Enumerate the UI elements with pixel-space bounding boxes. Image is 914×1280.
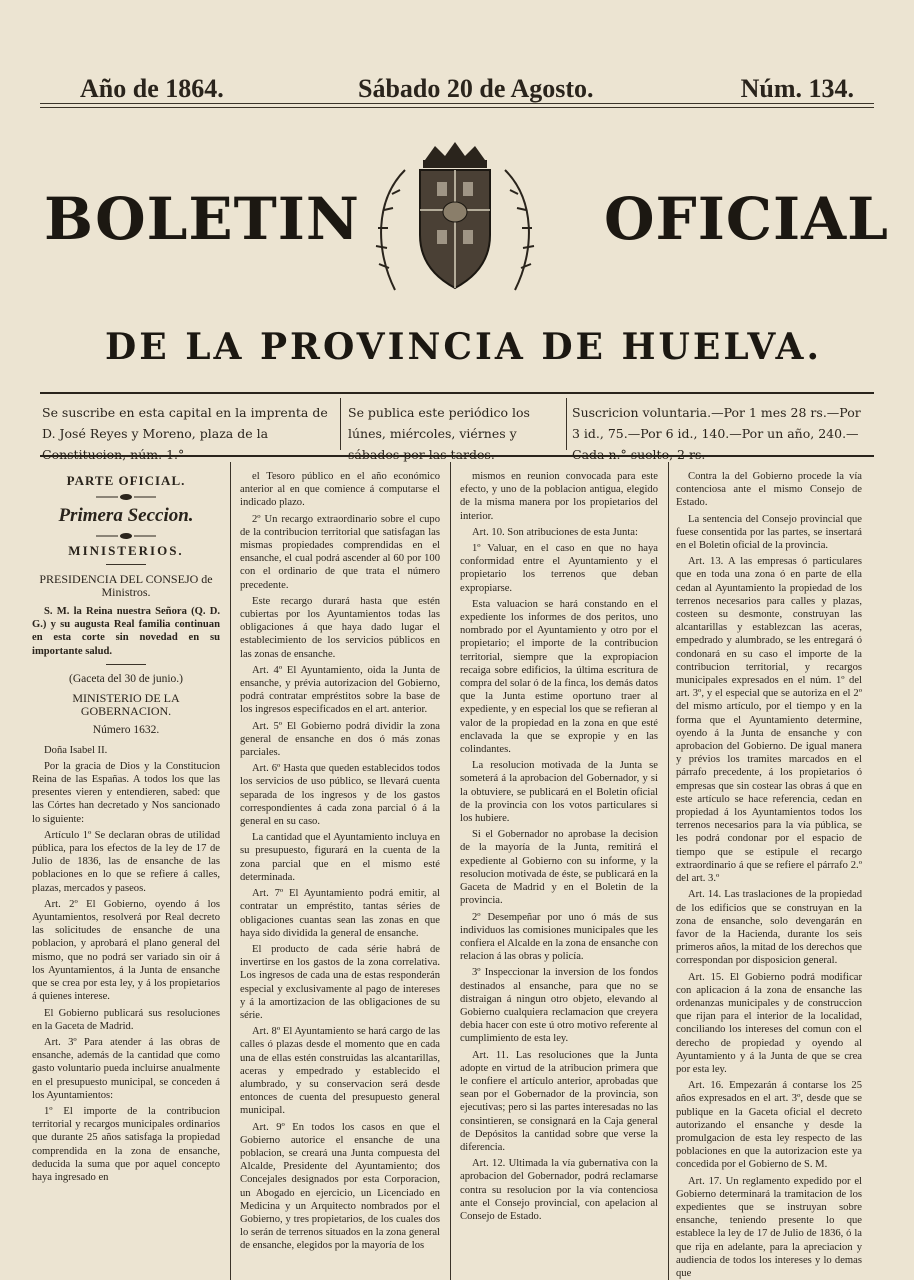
divider: [40, 392, 874, 394]
paragraph: Art. 5º El Gobierno podrá dividir la zona general de ensanche en dos ó más zonas parciales.: [240, 720, 440, 759]
paragraph: Art. 4º El Ayuntamiento, oida la Junta de ensanche, y prévia autorizacion del Gobierno, podrá contratar empréstitos sobre la base de los ingresos especificados en el art. anterior.: [240, 664, 440, 716]
paragraph: 2º Un recargo extraordinario sobre el cupo de la contribucion territorial que satisfagan las mismas propiedades comprendidas en el ensanche, el cual podrá ascender al 60 por 100 con el ordinario de que trata el número precedente.: [240, 513, 440, 591]
paragraph: Contra la del Gobierno procede la vía contenciosa ante el mismo Consejo de Estado.: [676, 471, 862, 509]
paragraph: El producto de cada série habrá de invertirse en los gastos de la zona correlativa. Los ingresos de cada una de estas responderán especial y exclusivamente al pago de intereses y á la amortizacion de las obligaciones de su série.: [240, 943, 440, 1021]
ornament-icon: [96, 532, 156, 540]
paragraph: Art. 16. Empezarán á contarse los 25 años expresados en el art. 3º, desde que se publique en la Gaceta oficial el decreto autorizando el ensanche y desde la promulgacion de esta ley respecto de las poblaciones en que la autorizacion este ya concedida por el Gobierno de S. M.: [676, 1080, 862, 1171]
divider: [106, 564, 146, 565]
paragraph: el Tesoro público en el año económico anterior al en que comience á computarse el indicado plazo.: [240, 471, 440, 509]
year: Año de 1864.: [80, 74, 224, 103]
divider: [40, 107, 874, 108]
paragraph: La sentencia del Consejo provincial que fuese consentida por las partes, se insertará en el Boletin oficial de la provincia.: [676, 513, 862, 552]
paragraph: Art. 3º Para atender á las obras de ensanche, además de la cantidad que como gasto voluntario pueda incluirse anualmente en el presupuesto municipal, se conceden á los Ayuntamientos:: [32, 1036, 220, 1101]
divider: [566, 398, 567, 450]
article-column-1: [32, 470, 220, 1270]
paragraph: La cantidad que el Ayuntamiento incluya en su presupuesto, figurará en la cuenta de la zona parcial que en el mismo esté determinada.: [240, 832, 440, 883]
paragraph: Art. 14. Las traslaciones de la propiedad de los edificios que se construyan en la zona de ensanche, solo devengarán en favor de la Hacienda, durante los seis primeros años, la mitad de los derechos que correspondan por disposicion general.: [676, 889, 862, 967]
column-divider: [230, 462, 231, 1280]
paragraph: El Gobierno publicará sus resoluciones en la Gaceta de Madrid.: [32, 1007, 220, 1032]
issue-number: Núm. 134.: [740, 74, 854, 103]
masthead-title-right: OFICIAL: [604, 185, 889, 253]
article-column-2: [240, 470, 440, 1270]
column-divider: [668, 462, 669, 1280]
article-column-3: [460, 470, 658, 1270]
paragraph: Artículo 1º Se declaran obras de utilidad pública, para los efectos de la ley de 17 de Julio de 1836, las de ensanche de las poblaciones en lo que se refiere á calles, plazas, mercados y paseos.: [32, 829, 220, 894]
publication-days: Se publica este periódico los lúnes, miércoles, viérnes y sábados por las tardes.: [348, 405, 530, 462]
article-column-4: [676, 470, 862, 1279]
date: Sábado 20 de Agosto.: [358, 74, 594, 103]
paragraph: Art. 2º El Gobierno, oyendo á los Ayuntamientos, resolverá por Real decreto las solicitudes de ensanche de una poblacion, y aprobará el plano general del mismo, que no podrá ser variado sin oir á los Ayuntamientos, á la Junta de ensanche que se crea por esta ley, y á los propietarios á quienes interese.: [32, 898, 220, 1003]
source-note: (Gaceta del 30 de junio.): [69, 672, 183, 685]
subsection-heading: MINISTERIOS.: [68, 543, 184, 559]
paragraph: Art. 7º El Ayuntamiento podrá emitir, al contratar un empréstito, tantas séries de obligaciones cuantas sean las zonas en que haya sido dividida la general de ensanche.: [240, 888, 440, 939]
department-heading: PRESIDENCIA DEL CONSEJO de Ministros.: [39, 571, 213, 599]
paragraph: Art. 8º El Ayuntamiento se hará cargo de las calles ó plazas desde el momento que en cada una de ellas estén construidas las alcantarillas, aceras y empedrado y establecido el alumbrado, y su conservacion será desde entonces de cuenta del presupuesto general municipal.: [240, 1026, 440, 1117]
divider: [106, 664, 146, 665]
paragraph: Si el Gobernador no aprobase la decision de la mayoría de la Junta, remitirá el expediente al Gobierno con su informe, y la resolucion motivada de éste, se publicará en la Gaceta de Madrid y en el Boletin de la provincia.: [460, 829, 658, 907]
masthead-title-left: BOLETIN: [44, 185, 360, 253]
masthead-subtitle: DE LA PROVINCIA DE HUELVA.: [105, 326, 822, 368]
paragraph: Art. 6º Hasta que queden establecidos todos los servicios de uso público, se llevará cuenta separada de los ingresos y de los gastos correspondientes á cada zona parcial ó á la general en su caso.: [240, 763, 440, 828]
section-title: Primera Seccion.: [58, 505, 194, 527]
decree-number: Número 1632.: [92, 724, 160, 737]
paragraph: Art. 11. Las resoluciones que la Junta adopte en virtud de la atribucion primera que le confiere el artículo anterior, aprobadas que sean por el Gobernador de la provincia, son ejecutivas; pero si las partes interesadas no las consintieren, se consignará en la Caja general de Depósitos la cantidad sobre que verse la diferencia.: [460, 1049, 658, 1153]
paragraph: mismos en reunion convocada para este efecto, y uno de la poblacion antigua, elegido de la misma manera por los propietarios del interior.: [460, 471, 658, 522]
paragraph: Por la gracia de Dios y la Constitucion Reina de las Españas. A todos los que las presentes vieren y entendieren, sabed: que las Córtes han decretado y Nos sancionado lo siguiente:: [32, 760, 220, 825]
paragraph: Este recargo durará hasta que estén cubiertas por los Ayuntamientos todas las obligaciones á que haya dado lugar el establecimiento de los servicios públicos en las zonas de ensanche.: [240, 595, 440, 660]
paragraph: Art. 17. Un reglamento expedido por el Gobierno determinará la tramitacion de los expedientes que se instruyan sobre ensanche, teniendo presente lo que establece la ley de 17 de Julio de 1836, ó la que rija en adelante, para la apreciacion y audiencia de todos los intereses y lo demas que: [676, 1175, 862, 1279]
paragraph: Art. 9º En todos los casos en que el Gobierno autorice el ensanche de una poblacion, se creará una Junta compuesta del Alcalde, Presidente del Ayuntamiento; dos Concejales designados por esta Corporacion, un Abogado en ejercicio, un Licenciado en Medicina y un Arquitecto nombrados por el Gobierno, y tres propietarios, de los cuales dos lo serán de terrenos situados en la zona general de ensanche, elegidos por la mayoría de los: [240, 1121, 440, 1252]
paragraph: Art. 10. Son atribuciones de esta Junta:: [472, 526, 638, 538]
paragraph: Esta valuacion se hará constando en el expediente los informes de dos peritos, uno nombrado por el Ayuntamiento y otro por el propietario; el importe de la contribucion territorial, siempre que la expropiacion recaiga sobre edificios, la última escritura de compra del solar ó de la finca, los demás datos que la Junta estime oportuno traer al expediente, y en especial los que se refieran al valor de la propiedad en la zona en que esté enclavada la que se expropie y en las colindantes.: [460, 598, 658, 756]
subscription-prices: Suscricion voluntaria.—Por 1 mes 28 rs.—Por 3 id., 75.—Por 6 id., 140.—Por un año, 240.—Cada n.° suelto, 2 rs.: [572, 405, 861, 462]
divider: [40, 455, 874, 457]
divider: [40, 103, 874, 104]
paragraph: Art. 13. A las empresas ó particulares que en toda una zona ó en parte de ella cedan al Ayuntamiento la propiedad de los terrenos necesarios para calles y plazas, costeen su desmonte, construyan las alcantarillas y establezcan las aceras, empedrado y alumbrado, se les entregará ó condonará en su caso el importe de la contribucion territorial, y recargos municipales expresados en el núm. 1º del art. 3º, y el especial que se autoriza en el 2º del mismo artículo, por el tiempo y en la forma que el Ayuntamiento determine, oyendo á la Junta de ensanche y con aprobacion del Gobierno. De igual manera y prévios los tramites marcados en el párrafo precedente, á los propietarios ó empresas que sin costear las obras á que en este artículo se hace referencia, cedan en propiedad á los Ayuntamientos todos los terrenos necesarios para la vía pública, se les podrá condonar por el espacio de tiempo que se estipule el recargo extraordinario á que se refiere el párrafo 2.º del art. 3.º: [676, 556, 862, 885]
paragraph: 1º Valuar, en el caso en que no haya conformidad entre el Ayuntamiento y el propietario los terrenos que deban expropiarse.: [460, 543, 658, 594]
paragraph: 1º El importe de la contribucion territorial y recargos municipales ordinarios que durante 25 años satisfaga la propiedad comprendida en la zona de ensanche, deducida la suma que por aquel concepto haya ingresado en: [32, 1105, 220, 1183]
paragraph: 3º Inspeccionar la inversion de los fondos destinados al ensanche, para que no se distraigan á ningun otro objeto, elevando al Gobierno cualquiera reclamacion que creyera debia hacer con este ú otro motivo referente al cumplimiento de esta ley.: [460, 967, 658, 1045]
paragraph: La resolucion motivada de la Junta se someterá á la aprobacion del Gobernador, y si la obtuviere, se publicará en el Boletin oficial de la provincia con los votos particulares si los hubiere.: [460, 760, 658, 825]
paragraph: 2º Desempeñar por uno ó más de sus individuos las comisiones municipales que les confiera el Alcalde en la zona de ensanche con relacion á las obras y policía.: [460, 911, 658, 963]
department-heading: MINISTERIO DE LA GOBERNACION.: [72, 691, 180, 719]
paragraph: Art. 15. El Gobierno podrá modificar con aplicacion á la zona de ensanche las ordenanzas municipales y de construccion que rijan para el interior de la localidad, conciliando los intereses del comun con el derecho de propiedad y oyendo al Ayuntamiento y á la Junta de que se crea por esta ley.: [676, 971, 862, 1075]
paragraph: S. M. la Reina nuestra Señora (Q. D. G.) y su augusta Real familia continuan en esta corte sin novedad en su importante salud.: [32, 606, 220, 657]
ornament-icon: [96, 493, 156, 501]
royal-coat-of-arms-icon: [365, 140, 545, 300]
paragraph: Doña Isabel II.: [44, 744, 108, 756]
paragraph: Art. 12. Ultimada la vía gubernativa con la aprobacion del Gobernador, podrá reclamarse contra su resolucion por la vía contenciosa ante el Consejo provincial, con apelacion al Consejo de Estado.: [460, 1158, 658, 1222]
section-heading: PARTE OFICIAL.: [66, 473, 186, 488]
column-divider: [450, 462, 451, 1280]
divider: [340, 398, 341, 450]
subscription-info: Se suscribe en esta capital en la imprenta de D. José Reyes y Moreno, plaza de la Constitucion, núm. 1.°: [42, 405, 328, 462]
dateline: [60, 74, 874, 104]
